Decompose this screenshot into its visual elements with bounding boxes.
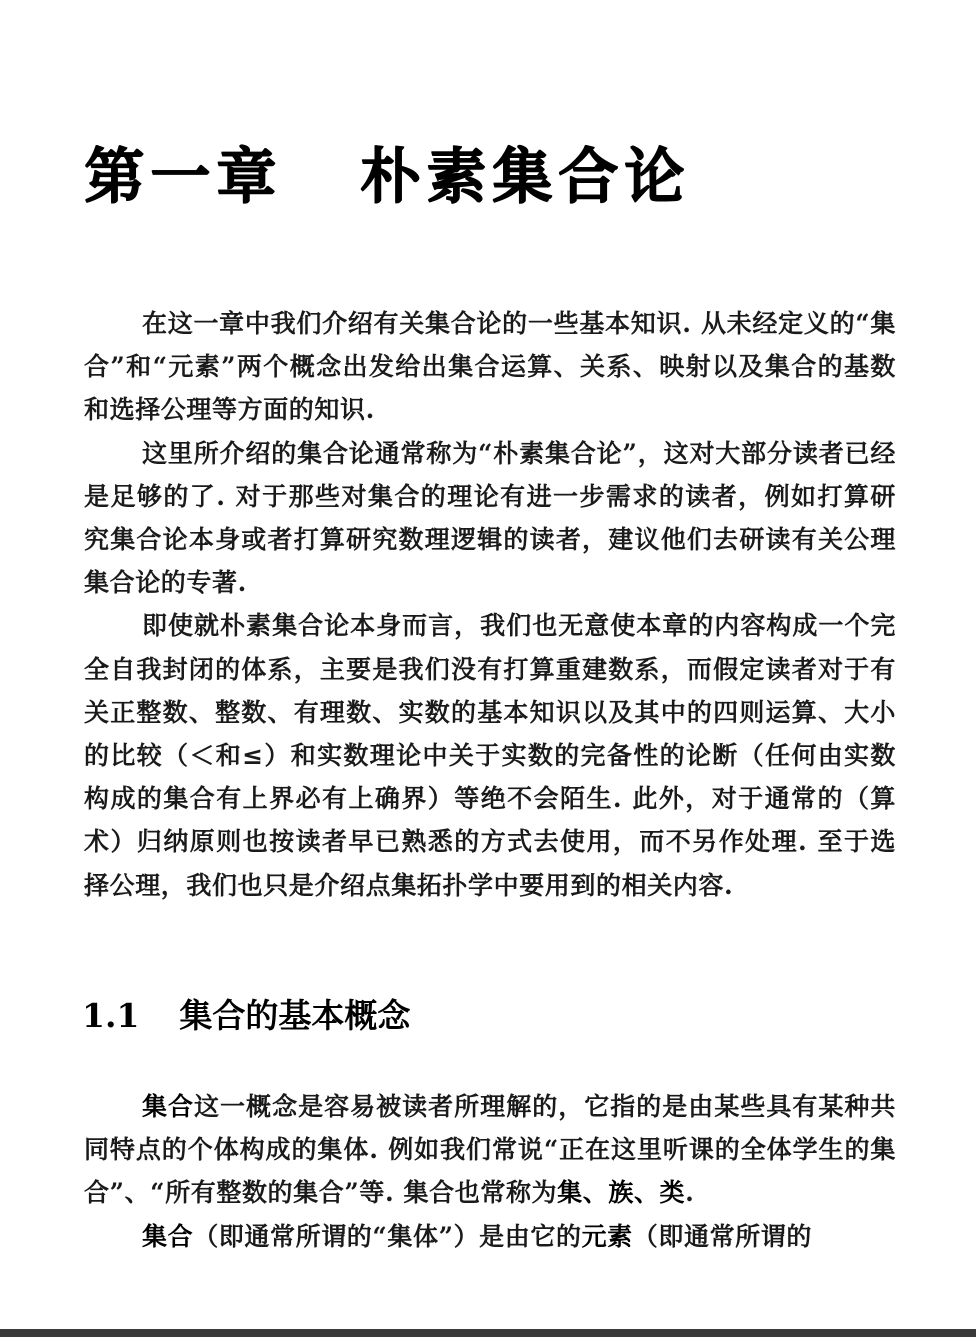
intro-paragraph-3: 即使就朴素集合论本身而言，我们也无意使本章的内容构成一个完全自我封闭的体系，主要是我们没有打算重建数系，而假定读者对于有关正整数、整数、有理数、实数的基本知识以及其中的四则运算、大小的比较（＜和≤）和实数理论中关于实数的完备性的论断（任何由实数构成的集合有上界必有上确界）等绝不会陌生. 此外，对于通常的（算术）归纳原则也按读者早已熟悉的方式去使用，而不另作处理. 至于选择公理，我们也只是介绍点集拓扑学中要用到的相关内容. bbox=[84, 611, 896, 900]
term-synonyms: 集、族、类 bbox=[557, 1178, 686, 1208]
section-paragraph-2 bbox=[84, 1215, 896, 1258]
section-paragraph-1 bbox=[84, 1085, 896, 1215]
section-title: 集合的基本概念 bbox=[179, 996, 411, 1035]
chapter-title bbox=[84, 138, 690, 216]
paragraph-text-2b: （即通常所谓的 bbox=[632, 1221, 812, 1251]
chapter-intro bbox=[84, 302, 896, 907]
paragraph-text-2a: （即通常所谓的“集体”）是由它的 bbox=[193, 1221, 582, 1251]
intro-paragraph-2: 这里所介绍的集合论通常称为“朴素集合论”，这对大部分读者已经是足够的了. 对于那些对集合的理论有进一步需求的读者，例如打算研究集合论本身或者打算研究数理逻辑的读者，建议他们去研读有关公理集合论的专著. bbox=[84, 438, 896, 598]
term-set-2: 集合 bbox=[142, 1221, 194, 1251]
section-body bbox=[84, 1085, 896, 1258]
chapter-name: 朴素集合论 bbox=[360, 142, 690, 212]
section-number: 1.1 bbox=[82, 996, 140, 1035]
paragraph-text: 这一概念是容易被读者所理解的，它指的是由某些具有某种共同特点的个体构成的集体. 例如我们常说“正在这里听课的全体学生的集合”、“所有整数的集合”等. 集合也常称为 bbox=[84, 1092, 896, 1208]
term-element: 元素 bbox=[581, 1221, 633, 1251]
section-heading bbox=[82, 994, 410, 1038]
intro-paragraph-1: 在这一章中我们介绍有关集合论的一些基本知识. 从未经定义的“集合”和“元素”两个概念出发给出集合运算、关系、映射以及集合的基数和选择公理等方面的知识. bbox=[84, 309, 896, 425]
chapter-number: 第一章 bbox=[84, 142, 282, 212]
paragraph-end: . bbox=[685, 1178, 695, 1208]
term-set: 集合 bbox=[142, 1092, 195, 1121]
viewer-bottom-bar bbox=[0, 1329, 976, 1337]
